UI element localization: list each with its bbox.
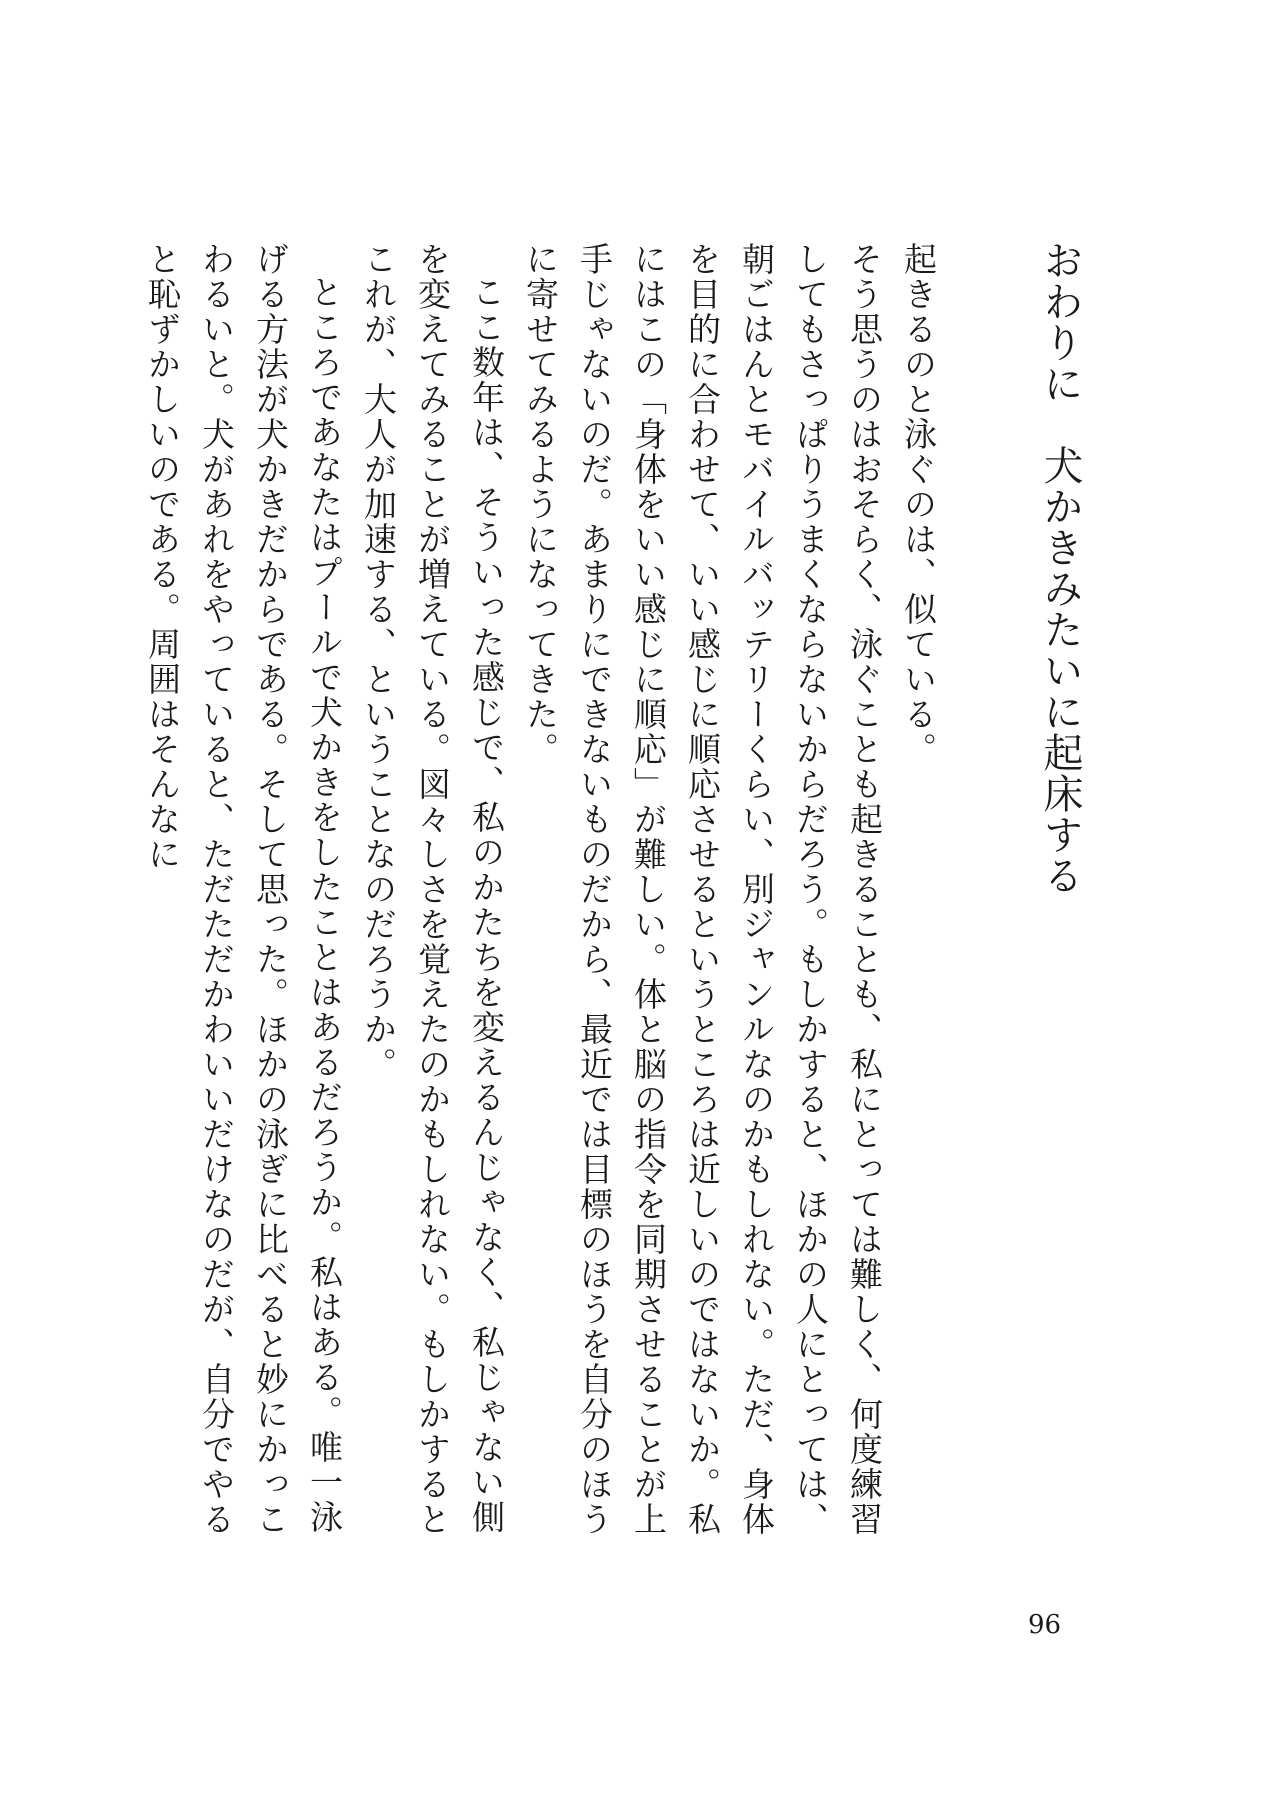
page-number: 96 [1028, 1610, 1062, 1640]
paragraph-3: ここ数年は、そういった感じで、私のかたちを変えるんじゃなく、私じゃない側を変えてみることが増えている。図々しさを覚えたのかもしれない。もしかするとこれが、大人が加速する、ということなのだろうか。 [359, 242, 506, 1537]
body-text [135, 242, 945, 1562]
chapter-title: おわりに 犬かきみたいに起床する [1037, 240, 1083, 896]
paragraph-2: そう思うのはおそらく、泳ぐことも起きることも、私にとっては難しく、何度練習してもさっぱりうまくならないからだろう。もしかすると、ほかの人にとっては、朝ごはんとモバイルバッテリーくらい、別ジャンルなのかもしれない。ただ、身体を目的に合わせて、いい感じに順応させるというところは近しいのではないか。私にはこの「身体をいい感じに順応」が難しい。体と脳の指令を同期させることが上手じゃないのだ。あまりにできないものだから、最近では目標のほうを自分のほうに寄せてみるようになってきた。 [521, 242, 884, 1537]
paragraph-4: ところであなたはプールで犬かきをしたことはあるだろうか。私はある。唯一泳げる方法が犬かきだからである。そして思った。ほかの泳ぎに比べると妙にかっこわるいと。犬があれをやっていると、ただただかわいいだけなのだが、自分でやると恥ずかしいのである。周囲はそんなに [143, 242, 344, 1537]
paragraph-1: 起きるのと泳ぐのは、似ている。 [899, 242, 938, 767]
